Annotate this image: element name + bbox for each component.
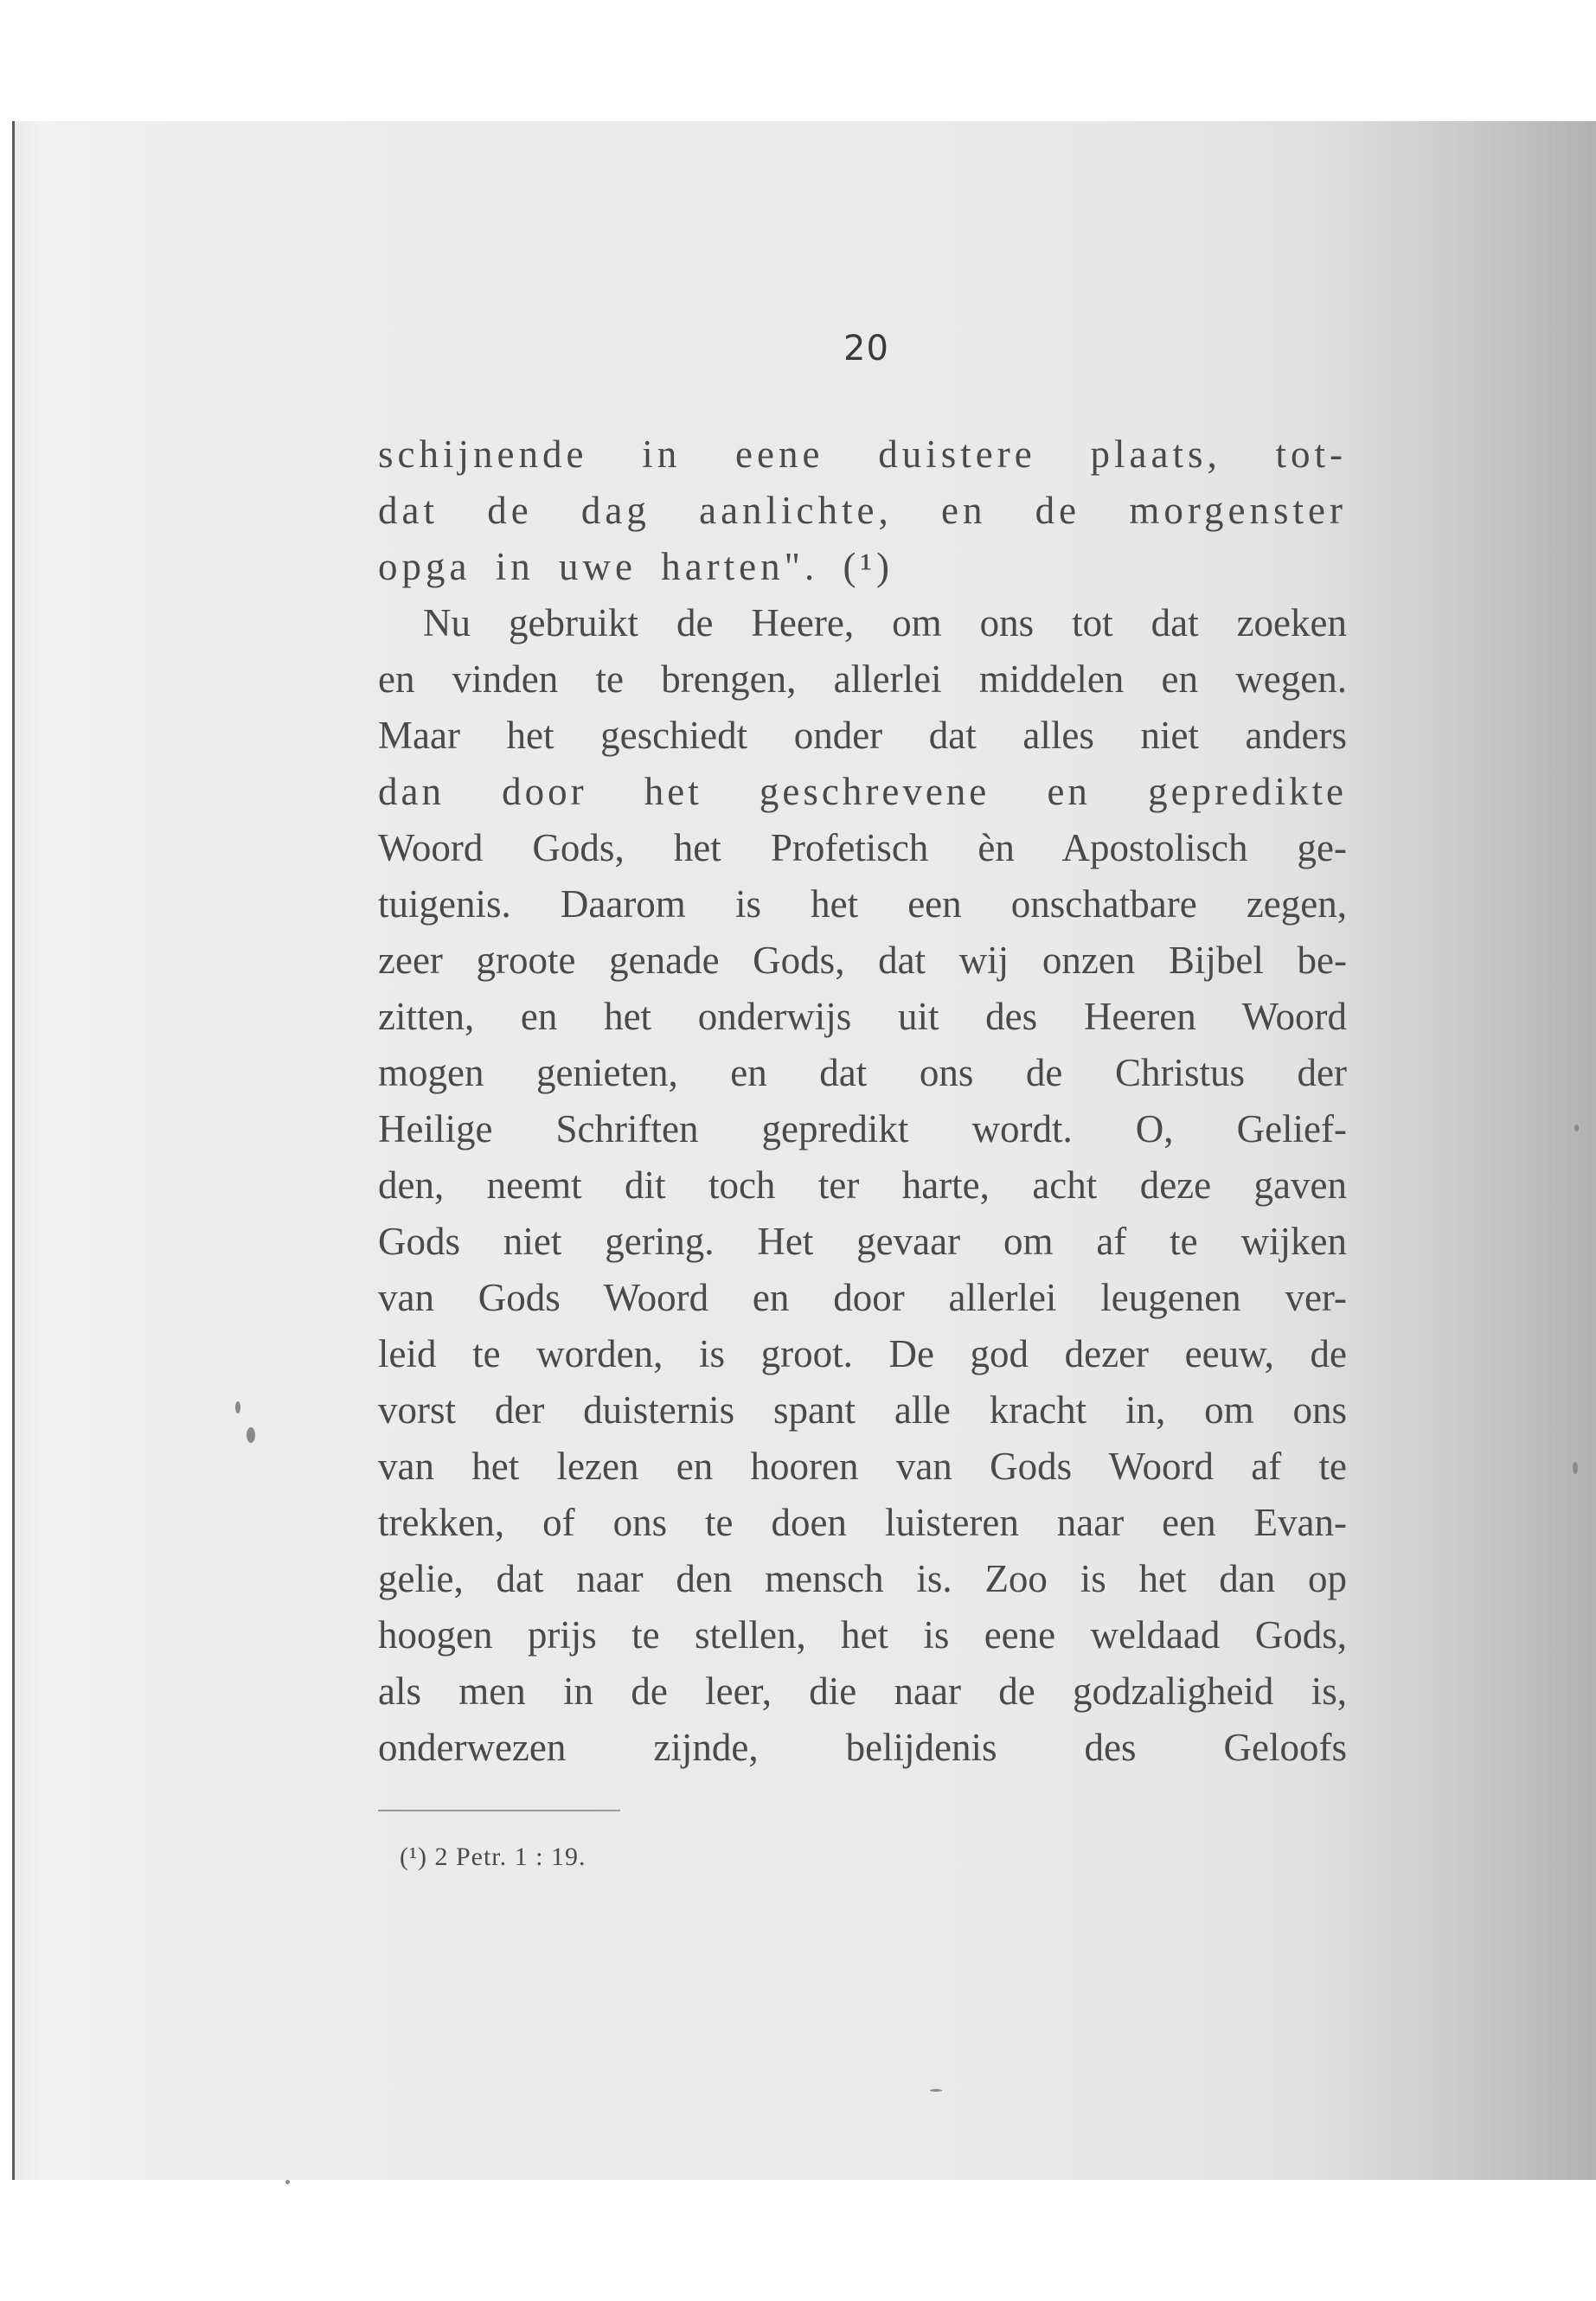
text-line: Heilige Schriften gepredikt wordt. O, Gelief- [378, 1107, 1347, 1150]
text-line: van Gods Woord en door allerlei leugenen ver- [378, 1276, 1347, 1319]
text-line: schijnende in eene duistere plaats, tot- [378, 433, 1347, 476]
text-line: hoogen prijs te stellen, het is eene weldaad Gods, [378, 1613, 1347, 1657]
scan-speck [247, 1427, 255, 1443]
text-line: trekken, of ons te doen luisteren naar een Evan- [378, 1501, 1347, 1544]
text-line: zeer groote genade Gods, dat wij onzen Bijbel be- [378, 939, 1347, 982]
text-line: en vinden te brengen, allerlei middelen en wegen. [378, 657, 1347, 701]
text-line: dat de dag aanlichte, en de morgenster [378, 489, 1347, 532]
text-line: van het lezen en hooren van Gods Woord af te [378, 1445, 1347, 1488]
text-line: dan door het geschrevene en gepredikte [378, 770, 1347, 813]
scan-speck [1573, 1462, 1578, 1474]
page-number: 20 [843, 329, 889, 369]
text-line: tuigenis. Daarom is het een onschatbare zegen, [378, 882, 1347, 926]
scan-speck [235, 1401, 240, 1413]
footnote: (¹) 2 Petr. 1 : 19. [400, 1843, 586, 1871]
text-line: Nu gebruikt de Heere, om ons tot dat zoeken [423, 601, 1347, 644]
footnote-rule [378, 1810, 620, 1811]
scan-speck [1574, 1125, 1579, 1131]
scan-speck [930, 2089, 942, 2092]
text-line: gelie, dat naar den mensch is. Zoo is het dan op [378, 1557, 1347, 1600]
text-line: Woord Gods, het Profetisch èn Apostolisch ge- [378, 826, 1347, 869]
text-line: als men in de leer, die naar de godzaligheid is, [378, 1670, 1347, 1713]
text-line: leid te worden, is groot. De god dezer eeuw, de [378, 1332, 1347, 1375]
text-line: opga in uwe harten". (¹) [378, 545, 894, 588]
text-line: Maar het geschiedt onder dat alles niet anders [378, 714, 1347, 757]
text-line: Gods niet gering. Het gevaar om af te wijken [378, 1220, 1347, 1263]
text-line: den, neemt dit toch ter harte, acht deze gaven [378, 1163, 1347, 1207]
text-line: vorst der duisternis spant alle kracht in, om ons [378, 1388, 1347, 1432]
text-line: onderwezen zijnde, belijdenis des Geloofs [378, 1726, 1347, 1769]
body-text [378, 426, 1347, 1776]
scan-speck [285, 2180, 290, 2184]
text-line: mogen genieten, en dat ons de Christus der [378, 1051, 1347, 1094]
text-line: zitten, en het onderwijs uit des Heeren Woord [378, 995, 1347, 1038]
